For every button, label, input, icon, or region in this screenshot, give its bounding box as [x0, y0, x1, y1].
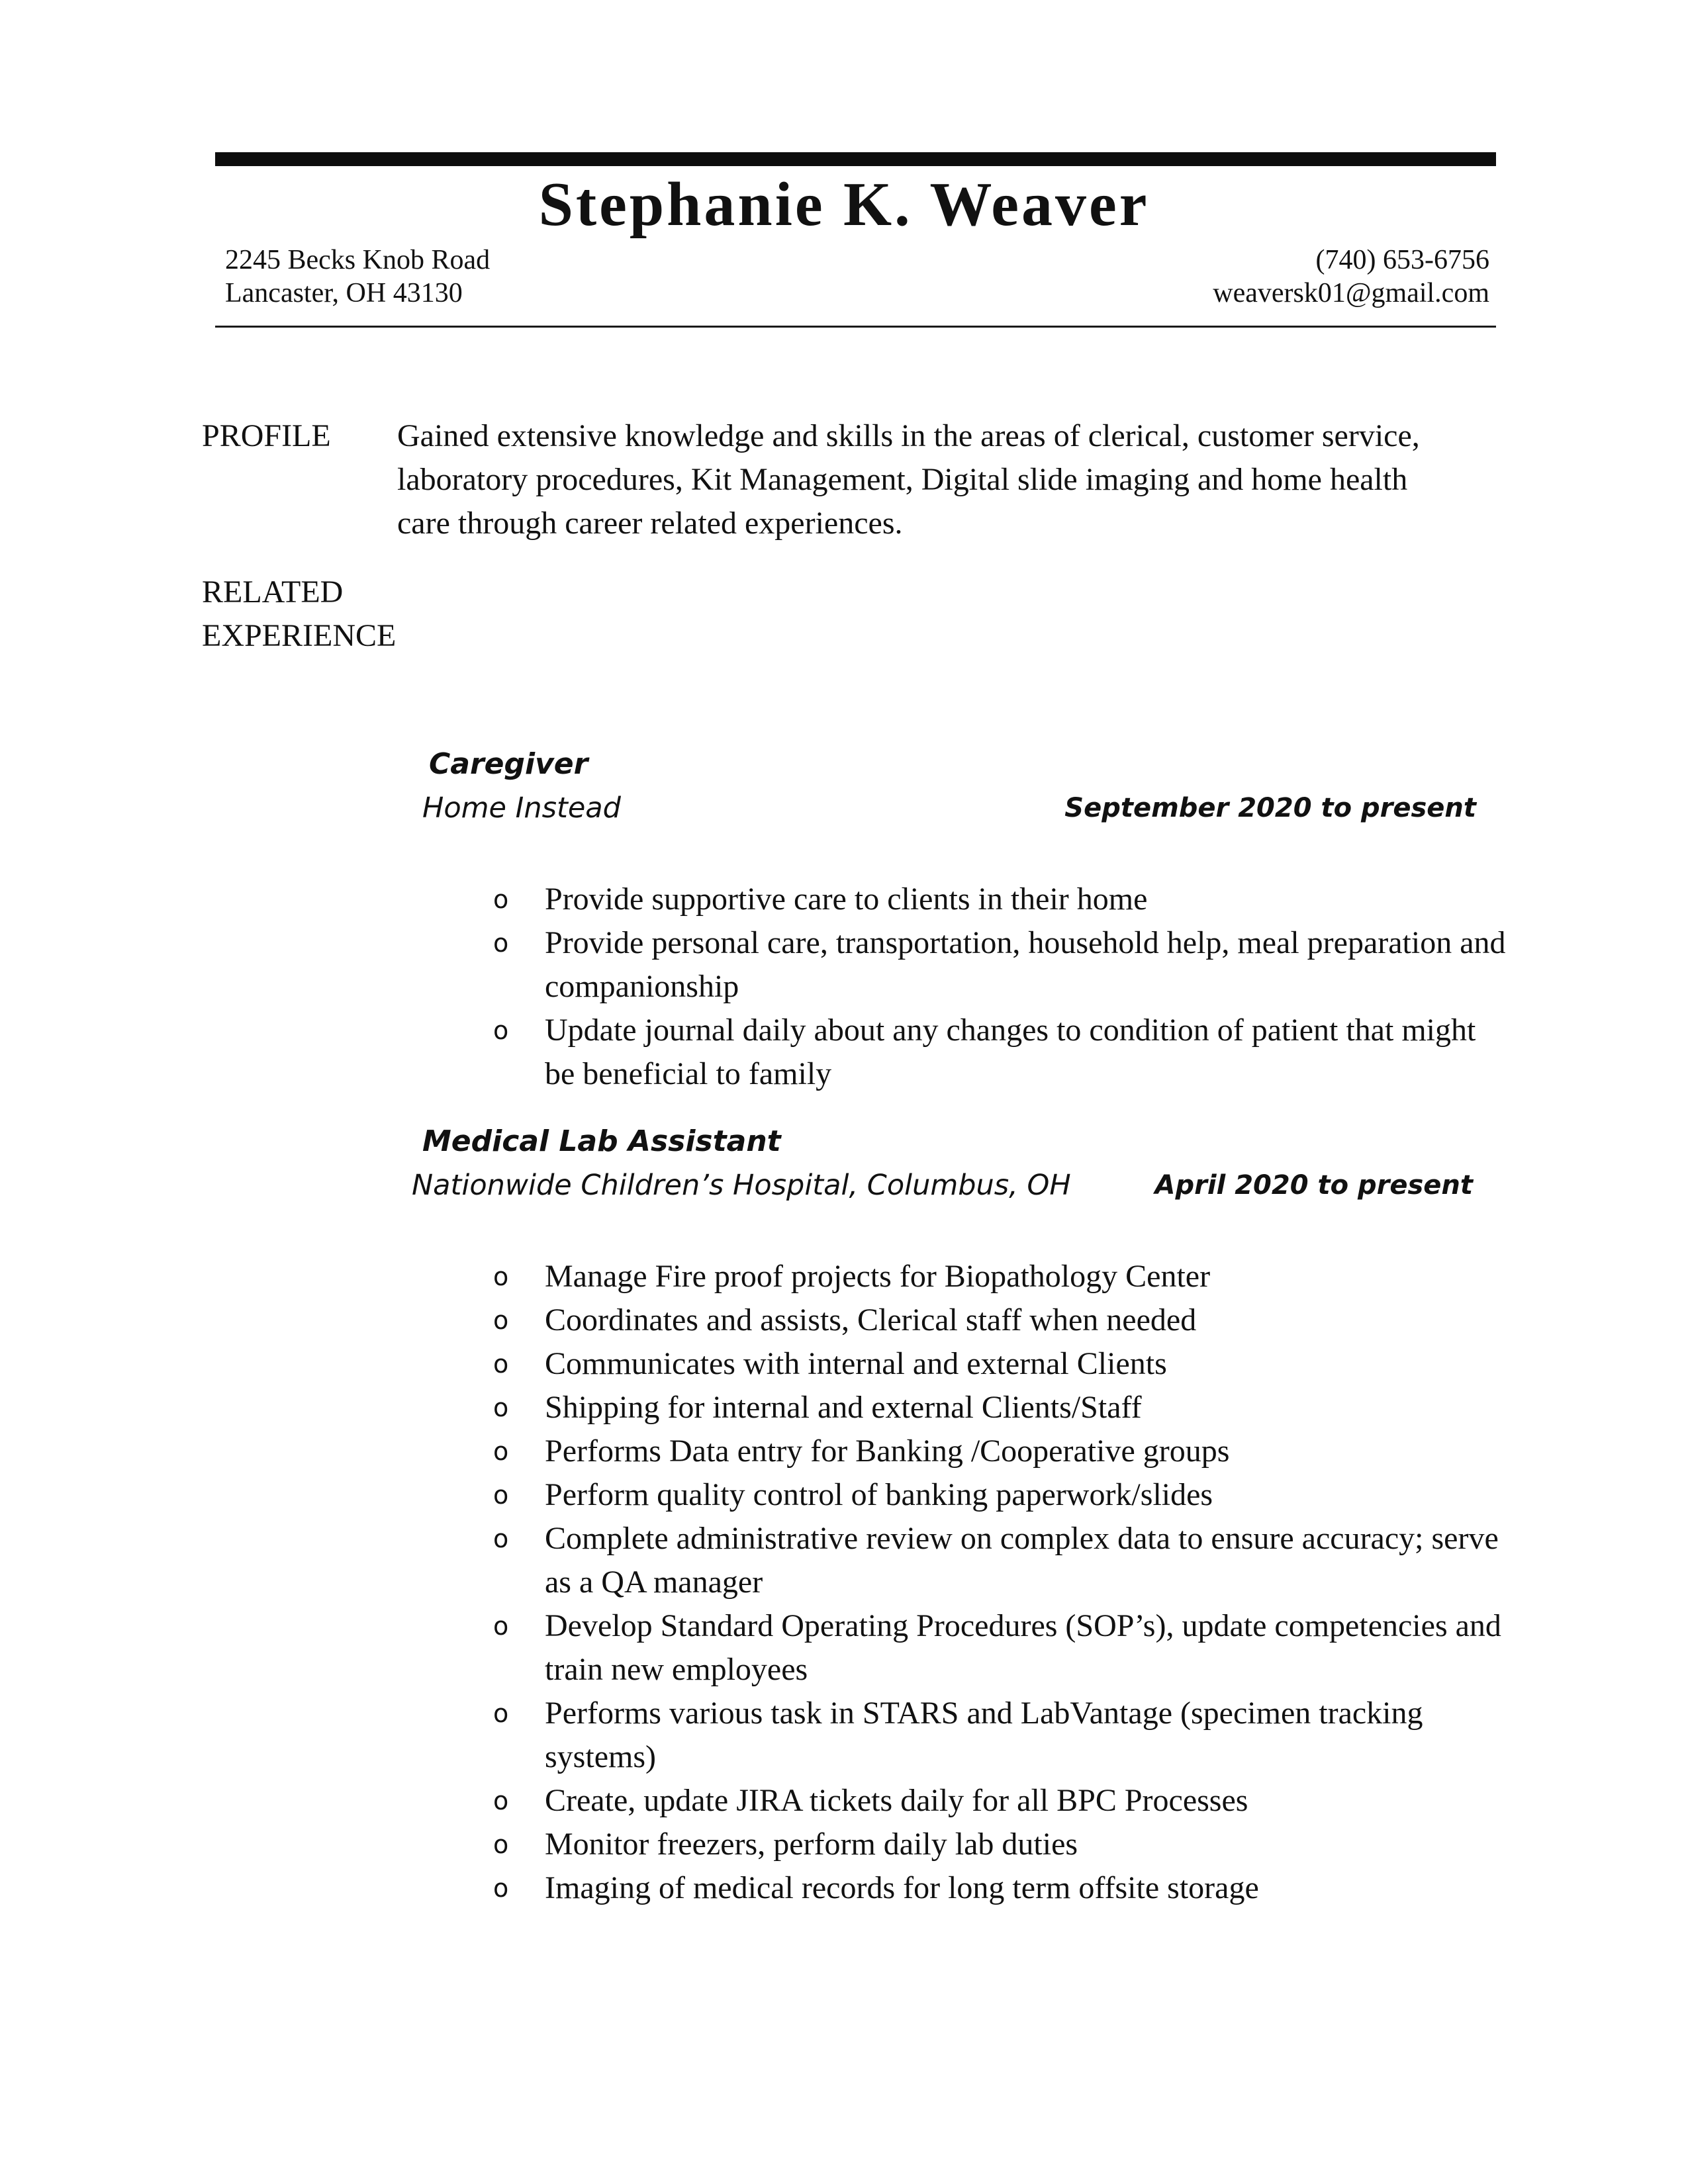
job-dates: April 2020 to present	[1154, 1170, 1473, 1201]
bullet-circle-icon: o	[493, 1393, 509, 1422]
related-experience-label-line-1: RELATED	[202, 574, 344, 610]
list-item: o Create, update JIRA tickets daily for all BPC Processes	[493, 1779, 1506, 1823]
list-item: o Performs Data entry for Banking /Cooperative groups	[493, 1430, 1506, 1473]
list-item: o Provide personal care, transportation, household help, meal preparation and companionship	[493, 921, 1506, 1009]
bullet-circle-icon: o	[493, 1874, 509, 1903]
list-item: o Communicates with internal and external Clients	[493, 1342, 1506, 1386]
bullet-circle-icon: o	[493, 1437, 509, 1466]
list-item: o Provide supportive care to clients in their home	[493, 878, 1506, 921]
address-line-2: Lancaster, OH 43130	[225, 278, 463, 308]
job-organization: Nationwide Children’s Hospital, Columbus, OH	[412, 1169, 1071, 1202]
bullet-circle-icon: o	[493, 885, 509, 914]
bullet-circle-icon: o	[493, 1786, 509, 1815]
bullet-circle-icon: o	[493, 1699, 509, 1728]
bullet-circle-icon: o	[493, 1349, 509, 1379]
list-item: o Shipping for internal and external Clients/Staff	[493, 1386, 1506, 1430]
bullet-circle-icon: o	[493, 1262, 509, 1291]
related-experience-label-line-2: EXPERIENCE	[202, 618, 397, 653]
list-item: o Complete administrative review on complex data to ensure accuracy; serve as a QA manager	[493, 1517, 1506, 1604]
list-item: o Manage Fire proof projects for Biopathology Center	[493, 1255, 1506, 1298]
profile-line: laboratory procedures, Kit Management, Digital slide imaging and home health	[397, 462, 1408, 497]
job-duties-list-caregiver	[493, 878, 1506, 1096]
job-dates: September 2020 to present	[1064, 793, 1476, 823]
bullet-circle-icon: o	[493, 1016, 509, 1045]
list-item: o Imaging of medical records for long term offsite storage	[493, 1866, 1506, 1910]
bullet-circle-icon: o	[493, 1830, 509, 1859]
list-item: o Perform quality control of banking paperwork/slides	[493, 1473, 1506, 1517]
profile-text	[397, 414, 1476, 545]
phone-number: (740) 653-6756	[1315, 245, 1489, 275]
list-item: o Develop Standard Operating Procedures (SOP’s), update competencies and train new employees	[493, 1604, 1506, 1692]
header-top-rule	[215, 152, 1496, 166]
job-title-medical-lab-assistant: Medical Lab Assistant	[422, 1124, 781, 1158]
email-address: weaversk01@gmail.com	[1213, 278, 1489, 308]
address-line-1: 2245 Becks Knob Road	[225, 245, 491, 275]
header-bottom-rule	[215, 326, 1496, 328]
job-duties-list-lab-assistant	[493, 1255, 1506, 1910]
contact-address	[225, 244, 490, 310]
job-organization: Home Instead	[422, 792, 621, 825]
profile-label: PROFILE	[202, 418, 331, 453]
bullet-circle-icon: o	[493, 1612, 509, 1641]
profile-line: care through career related experiences.	[397, 506, 903, 541]
related-experience-label	[202, 570, 396, 658]
job-title-caregiver: Caregiver	[429, 747, 588, 781]
list-item: o Coordinates and assists, Clerical staff when needed	[493, 1298, 1506, 1342]
bullet-circle-icon: o	[493, 929, 509, 958]
resume-name: Stephanie K. Weaver	[538, 170, 1150, 239]
contact-phone-email	[1213, 244, 1489, 310]
list-item: o Monitor freezers, perform daily lab duties	[493, 1823, 1506, 1866]
bullet-circle-icon: o	[493, 1480, 509, 1510]
bullet-circle-icon: o	[493, 1306, 509, 1335]
profile-line: Gained extensive knowledge and skills in the areas of clerical, customer service,	[397, 418, 1420, 453]
list-item: o Performs various task in STARS and LabVantage (specimen tracking systems)	[493, 1692, 1506, 1779]
list-item: o Update journal daily about any changes to condition of patient that might be beneficial to family	[493, 1009, 1506, 1096]
bullet-circle-icon: o	[493, 1524, 509, 1553]
